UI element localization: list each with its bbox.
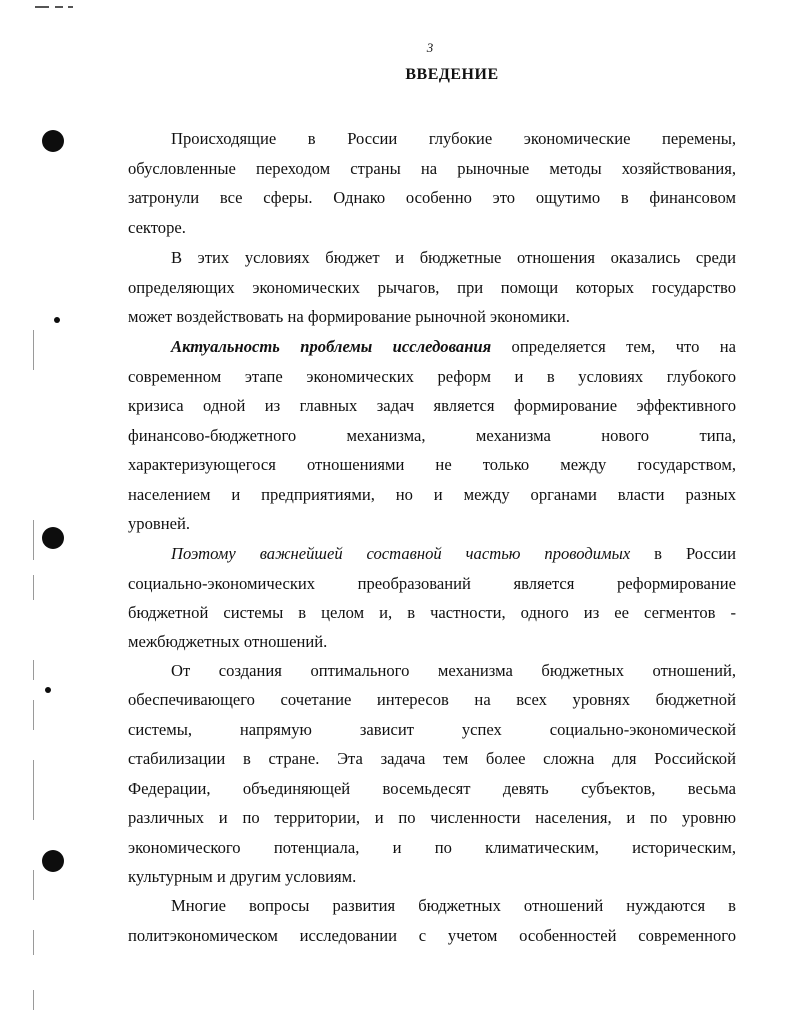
- scan-edge-line: [33, 520, 34, 560]
- text-line: системы, напрямую зависит успех социально-экономической: [128, 720, 736, 739]
- scan-edge-line: [33, 990, 34, 1010]
- text-line: кризиса одной из главных задач является формирование эффективного: [128, 396, 736, 415]
- punch-hole: [45, 687, 51, 693]
- scan-edge-line: [33, 660, 34, 680]
- text-line: От создания оптимального механизма бюджетных отношений,: [171, 661, 736, 680]
- scan-edge-line: [33, 575, 34, 600]
- page-title: ВВЕДЕНИЕ: [405, 66, 499, 83]
- emphasis-lead: Актуальность проблемы исследования: [171, 337, 492, 356]
- text-line: экономического потенциала, и по климатическим, историческим,: [128, 838, 736, 857]
- text-line: секторе.: [128, 218, 186, 237]
- text-line: определяющих экономических рычагов, при помощи которых государство: [128, 278, 736, 297]
- text-line: населением и предприятиями, но и между органами власти разных: [128, 485, 736, 504]
- text-line: финансово-бюджетного механизма, механизма нового типа,: [128, 426, 736, 445]
- scan-edge-line: [33, 330, 34, 370]
- scan-edge-line: [33, 930, 34, 955]
- text-line: политэкономическом исследовании с учетом особенностей современного: [128, 926, 736, 945]
- text-line: [171, 544, 736, 564]
- text-line: характеризующегося отношениями не только между государством,: [128, 455, 736, 474]
- text-line: современном этапе экономических реформ и в условиях глубокого: [128, 367, 736, 386]
- text-line: В этих условиях бюджет и бюджетные отношения оказались среди: [171, 248, 736, 267]
- text-line: обеспечивающего сочетание интересов на всех уровнях бюджетной: [128, 690, 736, 709]
- text-line: обусловленные переходом страны на рыночные методы хозяйствования,: [128, 159, 736, 178]
- text-line: социально-экономических преобразований является реформирование: [128, 574, 736, 593]
- text-line: уровней.: [128, 514, 190, 533]
- text-line: Многие вопросы развития бюджетных отношений нуждаются в: [171, 896, 736, 915]
- scan-edge-line: [33, 870, 34, 900]
- text-line: Федерации, объединяющей восемьдесят девять субъектов, весьма: [128, 779, 736, 798]
- punch-hole: [54, 317, 60, 323]
- text-line: Происходящие в России глубокие экономические перемены,: [171, 129, 736, 148]
- page-number: 3: [426, 40, 434, 55]
- text-line: межбюджетных отношений.: [128, 632, 328, 651]
- text-fragment: определяется тем, что на: [491, 337, 736, 356]
- text-line: [171, 337, 736, 357]
- text-line: культурным и другим условиям.: [128, 867, 357, 886]
- text-fragment: в России: [630, 544, 736, 563]
- punch-hole: [42, 850, 64, 872]
- text-line: бюджетной системы в целом и, в частности, одного из ее сегментов -: [128, 603, 736, 622]
- scan-top-dash: [35, 6, 49, 8]
- scan-top-dash: [55, 6, 63, 8]
- text-line: стабилизации в стране. Эта задача тем более сложна для Российской: [128, 749, 736, 768]
- text-line: может воздействовать на формирование рыночной экономики.: [128, 307, 570, 326]
- scan-top-dash: [68, 6, 73, 8]
- italic-lead: Поэтому важнейшей составной частью проводимых: [171, 544, 631, 563]
- punch-hole: [42, 527, 64, 549]
- scan-edge-line: [33, 760, 34, 820]
- punch-hole: [42, 130, 64, 152]
- scan-edge-line: [33, 700, 34, 730]
- text-line: затронули все сферы. Однако особенно это ощутимо в финансовом: [128, 188, 736, 207]
- text-line: различных и по территории, и по численности населения, и по уровню: [128, 808, 736, 827]
